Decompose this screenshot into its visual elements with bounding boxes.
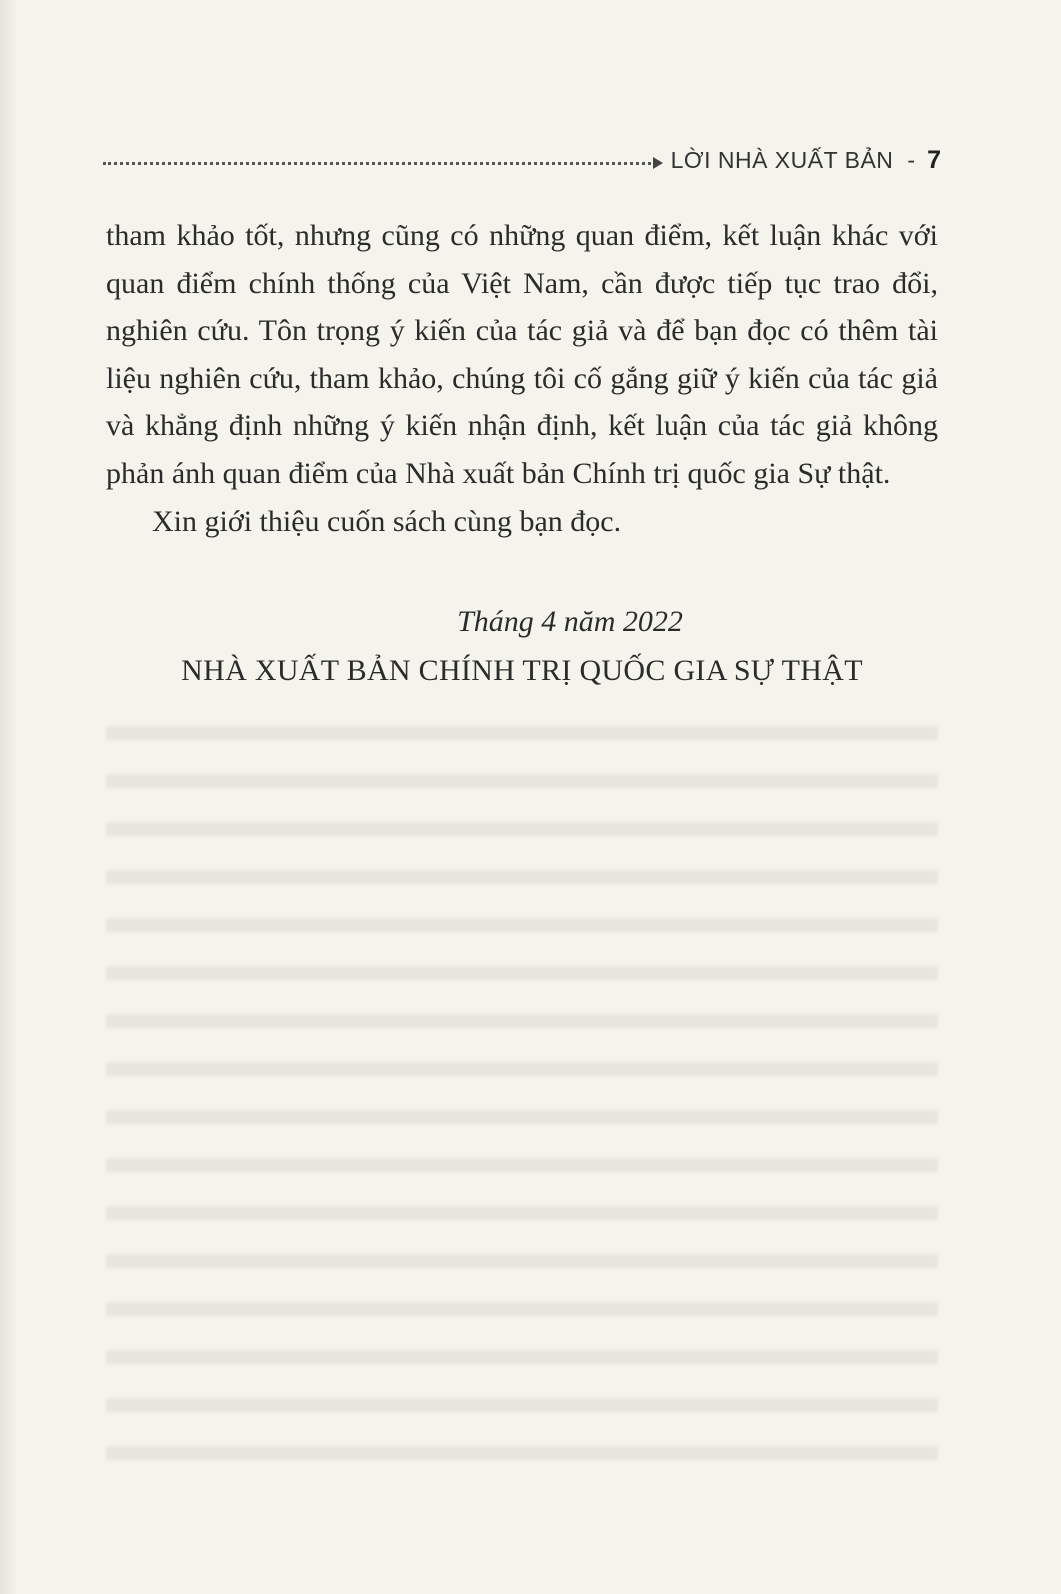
binding-shadow bbox=[0, 0, 18, 1594]
paragraph: tham khảo tốt, nhưng cũng có những quan điểm, kết luận khác với quan điểm chính thống của Việt Nam, cần được tiếp tục trao đổi, nghiên cứu. Tôn trọng ý kiến của tác giả và để bạn đọc có thêm tài liệu nghiên cứu, tham khảo, chúng tôi cố gắng giữ ý kiến của tác giả và khẳng định những ý kiến nhận định, kết luận của tác giả không phản ánh quan điểm của Nhà xuất bản Chính trị quốc gia Sự thật. bbox=[106, 219, 938, 490]
body-text bbox=[106, 212, 938, 545]
running-header bbox=[103, 140, 941, 180]
arrow-right-icon bbox=[653, 157, 663, 169]
paragraph: Xin giới thiệu cuốn sách cùng bạn đọc. bbox=[152, 504, 622, 538]
signature-date: Tháng 4 năm 2022 bbox=[457, 605, 683, 638]
section-title: LỜI NHÀ XUẤT BẢN bbox=[670, 146, 894, 173]
page-number: 7 bbox=[927, 145, 941, 174]
header-separator: - bbox=[907, 146, 916, 173]
header-dotted-leader bbox=[103, 162, 651, 165]
show-through-text bbox=[106, 710, 938, 1470]
signature-publisher: NHÀ XUẤT BẢN CHÍNH TRỊ QUỐC GIA SỰ THẬT bbox=[181, 654, 863, 687]
